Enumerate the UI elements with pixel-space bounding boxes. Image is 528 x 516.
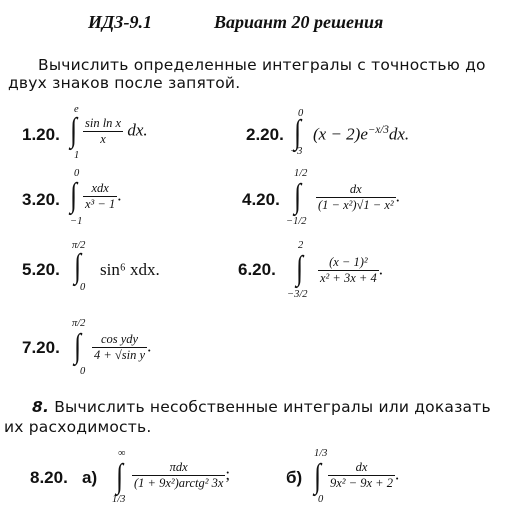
part-a-label: а) (82, 468, 98, 487)
integrand (318, 255, 383, 286)
numerator: xdx (83, 181, 117, 197)
task8-text: Вычислить несобственные интегралы или доказать (54, 398, 491, 416)
upper-limit: 1/2 (294, 168, 308, 179)
integral-sign: ∫ (116, 458, 123, 495)
lower-limit: 0 (80, 282, 86, 293)
denominator: (1 − x²)√1 − x² (318, 198, 394, 212)
numerator: (x − 1)² (318, 255, 379, 271)
trailing-period: . (117, 185, 122, 205)
upper-limit: 2 (298, 240, 304, 251)
integrand (92, 332, 151, 363)
problem-number: 3.20. (22, 190, 60, 209)
task8-number: 8. (32, 398, 50, 416)
differential: dx. (388, 124, 410, 144)
variant-title: Вариант 20 решения (214, 12, 384, 32)
integral-sign: ∫ (74, 248, 81, 285)
denominator: x² + 3x + 4 (320, 271, 377, 285)
integrand-a (132, 460, 230, 491)
semicolon: ; (225, 464, 231, 484)
lower-limit: −1/2 (286, 216, 307, 227)
integrand (313, 124, 409, 145)
assignment-code: ИДЗ-9.1 (88, 12, 152, 32)
problem-number: 1.20. (22, 125, 60, 144)
problem-number: 4.20. (242, 190, 280, 209)
integrand (83, 116, 148, 147)
exponent: −x/3 (367, 124, 389, 136)
lower-limit: −3/2 (287, 289, 308, 300)
integral-sign: ∫ (314, 458, 321, 495)
upper-limit: 0 (298, 108, 304, 119)
integral-sign: ∫ (70, 177, 77, 214)
denominator: x (100, 132, 106, 146)
task8-line-1 (32, 398, 491, 416)
upper-limit: e (74, 104, 79, 115)
upper-limit: π/2 (72, 318, 86, 329)
integrand (83, 181, 121, 212)
problem-number: 7.20. (22, 338, 60, 357)
integral-sign: ∫ (294, 178, 301, 215)
trailing-period: . (378, 259, 383, 279)
numerator: dx (328, 460, 395, 476)
lower-limit: 0 (80, 366, 86, 377)
problem-number: 2.20. (246, 125, 284, 144)
intro-line-1: Вычислить определенные интегралы с точностью до (38, 56, 486, 74)
integrand: sin⁶ xdx. (100, 260, 160, 279)
upper-limit: 0 (74, 168, 80, 179)
upper-limit: 1/3 (314, 448, 328, 459)
trailing-period: . (395, 186, 400, 206)
lower-limit: 1 (74, 150, 80, 161)
integral-sign: ∫ (70, 112, 77, 149)
integrand-b (328, 460, 399, 491)
differential: dx. (127, 120, 148, 140)
problem-number: 5.20. (22, 260, 60, 279)
problem-number: 6.20. (238, 260, 276, 279)
denominator: (1 + 9x²)arctg² 3x (134, 476, 224, 490)
lower-limit: 1/3 (112, 494, 126, 505)
integrand (316, 182, 400, 213)
integral-sign: ∫ (74, 328, 81, 365)
trailing-period: . (147, 336, 152, 356)
trailing-period: . (394, 464, 400, 484)
lower-limit: −3 (290, 146, 303, 157)
part-b-label: б) (286, 468, 303, 487)
upper-limit: ∞ (118, 448, 126, 459)
integral-sign: ∫ (296, 250, 303, 287)
numerator: sin ln x (85, 116, 122, 130)
numerator: dx (316, 182, 396, 198)
task8-line-2: их расходимость. (4, 418, 152, 436)
integral-sign: ∫ (294, 114, 301, 151)
denominator: x³ − 1 (85, 197, 116, 211)
denominator: 4 + √sin y (94, 348, 146, 362)
lower-limit: −1 (70, 216, 83, 227)
problem-number: 8.20. (30, 468, 68, 487)
numerator: πdx (132, 460, 225, 476)
lower-limit: 0 (318, 494, 324, 505)
upper-limit: π/2 (72, 240, 86, 251)
denominator: 9x² − 9x + 2 (330, 476, 393, 490)
intro-line-2: двух знаков после запятой. (8, 74, 241, 92)
numerator: cos ydy (92, 332, 147, 348)
expression: (x − 2)e (313, 124, 368, 144)
